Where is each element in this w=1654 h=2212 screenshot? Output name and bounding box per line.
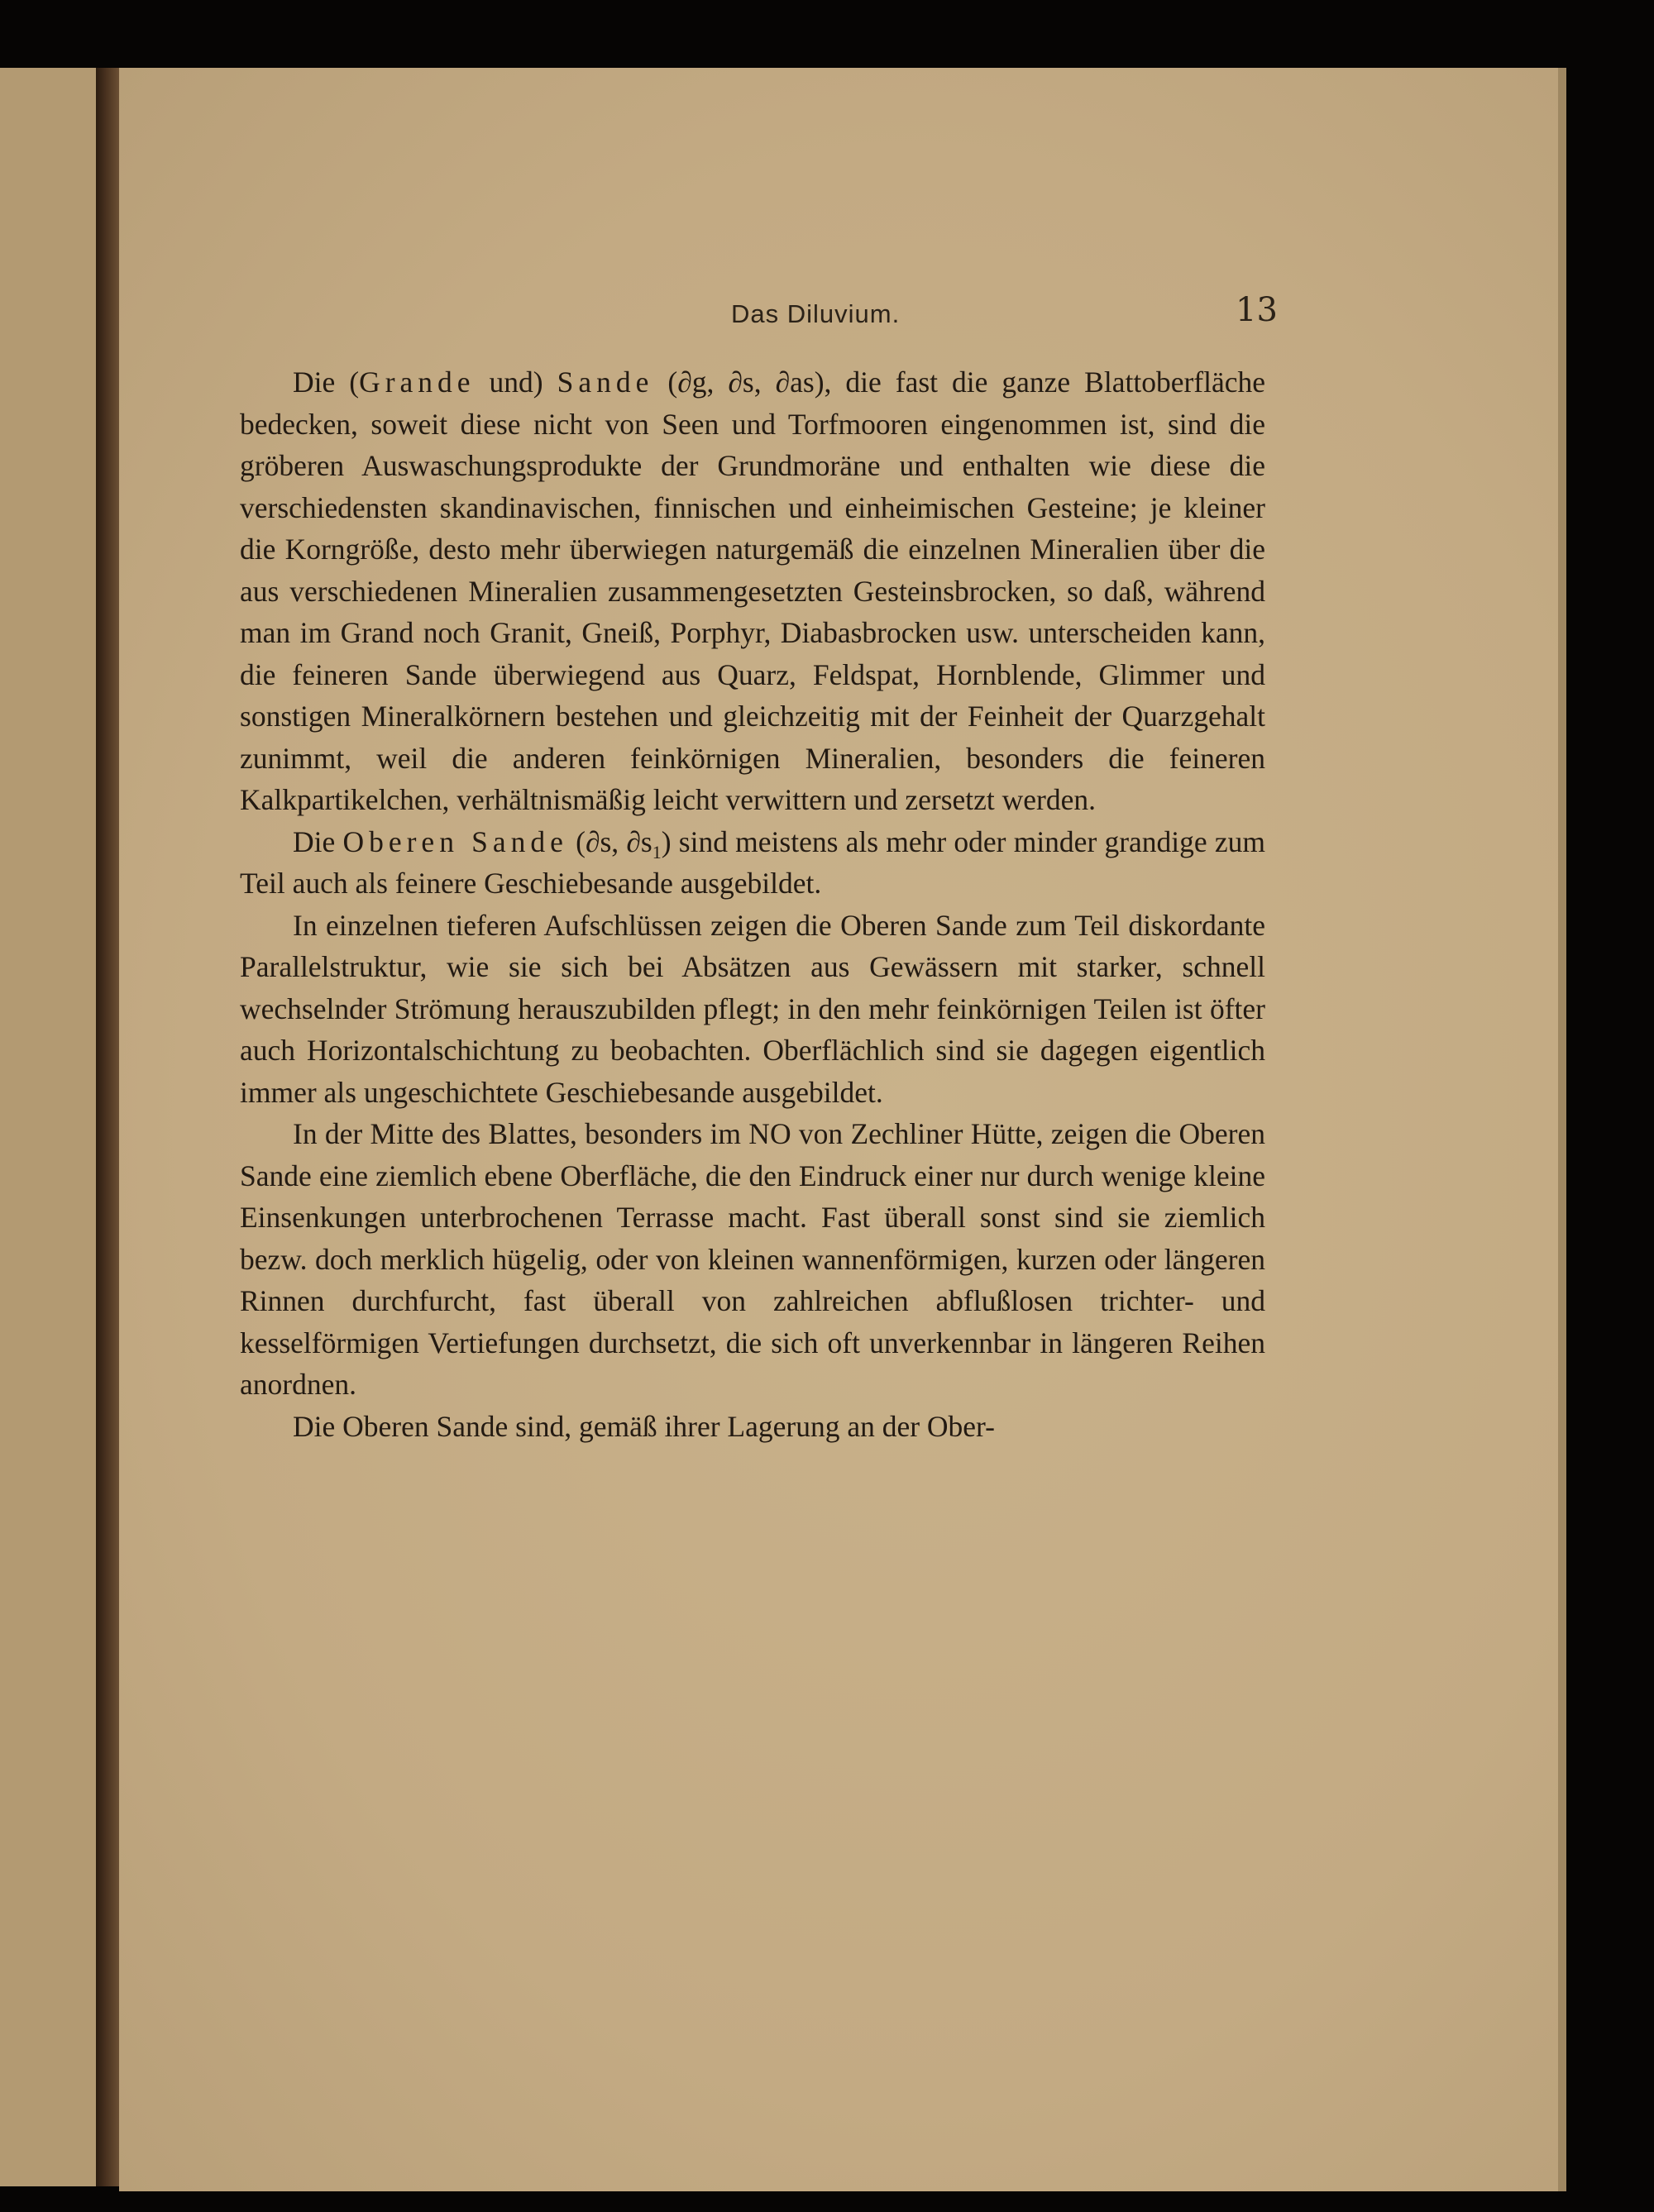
page-number: 13	[1236, 291, 1278, 329]
paragraph-1	[240, 361, 1265, 821]
running-head: Das Diluvium.	[731, 299, 901, 328]
term-oberen-sande: Oberen Sande	[342, 824, 568, 858]
page-header	[119, 291, 1558, 341]
body-text	[240, 361, 1265, 1447]
term-sande: Sande	[557, 365, 654, 399]
paragraph-3: In einzelnen tieferen Aufschlüssen zeigen die Oberen Sande zum Teil diskordante Parallelstruktur, wie sie sich bei Absätzen aus Gewässern mit starker, schnell wechselnder Strömung herauszubilden pflegt; in den mehr feinkörnigen Teilen ist öfter auch Horizontalschichtung zu beobachten. Oberflächlich sind sie dagegen eigentlich immer als ungeschichtete Geschiebesande ausgebildet.	[240, 908, 1265, 1109]
term-grande: Grande	[359, 365, 476, 399]
paragraph-5: Die Oberen Sande sind, gemäß ihrer Lagerung an der Ober-	[293, 1409, 995, 1443]
paragraph-2-rest: ) sind meistens als mehr oder minder grandige zum Teil auch als feinere Geschiebesande ausgebildet.	[240, 824, 1266, 900]
page-edge	[1558, 68, 1566, 2191]
paragraph-2-mid: (∂s, ∂s	[567, 824, 653, 858]
paragraph-1-rest: (∂g, ∂s, ∂as), die fast die ganze Blattoberfläche bedecken, soweit diese nicht von Seen und Torfmooren eingenommen ist, sind die gröberen Auswaschungsprodukte der Grundmoräne und enthalten wie diese die verschiedensten skandinavischen, finnischen und einheimischen Gesteine; je kleiner die Korngröße, desto mehr überwiegen naturgemäß die einzelnen Mineralien über die aus verschiedenen Mineralien zusammengesetzten Gesteinsbrocken, so daß, während man im Grand noch Granit, Gneiß, Porphyr, Diabasbrocken usw. unterscheiden kann, die feineren Sande überwiegend aus Quarz, Feldspat, Hornblende, Glimmer und sonstigen Mineralkörnern bestehen und gleichzeitig mit der Feinheit der Quarzgehalt zunimmt, weil die anderen feinkörnigen Mineralien, besonders die feineren Kalkpartikelchen, verhältnismäßig leicht verwittern und zersetzt werden.	[240, 365, 1265, 816]
subscript: 1	[652, 841, 662, 862]
previous-page-edge	[0, 68, 96, 2186]
book-spine	[96, 68, 119, 2186]
paragraph-1-mid: und)	[475, 365, 557, 399]
paragraph-2-start: Die	[293, 824, 343, 858]
paragraph-1-start: Die (	[293, 365, 360, 399]
paragraph-4: In der Mitte des Blattes, besonders im NO von Zechliner Hütte, zeigen die Oberen Sande eine ziemlich ebene Oberfläche, die den Eindruck einer nur durch wenige kleine Einsenkungen unterbrochenen Terrasse macht. Fast überall sonst sind sie ziemlich bezw. doch merklich hügelig, oder von kleinen wannenförmigen, kurzen oder längeren Rinnen durchfurcht, fast überall von zahlreichen abflußlosen trichter- und kesselförmigen Vertiefungen durchsetzt, die sich oft unverkennbar in längeren Reihen anordnen.	[240, 1117, 1265, 1401]
paragraph-2	[240, 821, 1265, 905]
